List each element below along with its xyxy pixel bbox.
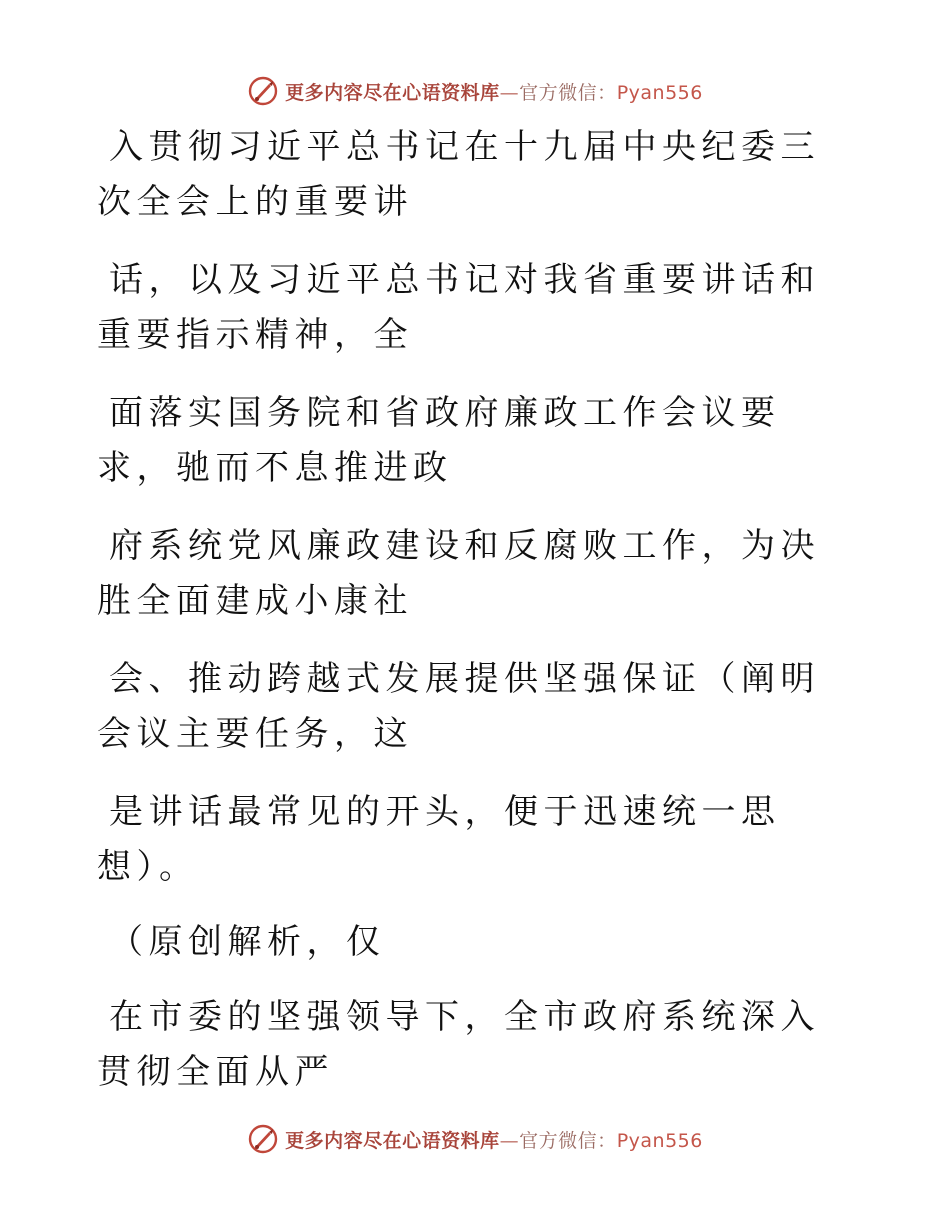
paragraph: 府系统党风廉政建设和反腐败工作，为决胜全面建成小康社 <box>97 526 820 621</box>
paragraph: 会、推动跨越式发展提供坚强保证（阐明会议主要任务，这 <box>97 659 820 754</box>
footer-watermark <box>0 1119 950 1159</box>
watermark-label: 官方微信： <box>519 1129 617 1152</box>
header-watermark <box>0 71 950 111</box>
watermark-text <box>285 1126 703 1153</box>
watermark-separator: — <box>499 81 520 104</box>
watermark-prefix: 更多内容尽在心语资料库 <box>285 1129 500 1152</box>
document-body <box>97 120 837 1123</box>
paragraph: （原创解析，仅 <box>109 922 386 962</box>
paragraph: 面落实国务院和省政府廉政工作会议要求，驰而不息推进政 <box>97 393 781 488</box>
paragraph: 话，以及习近平总书记对我省重要讲话和重要指示精神，全 <box>97 260 820 355</box>
watermark-handle: Pyan556 <box>616 81 703 104</box>
watermark-handle: Pyan556 <box>616 1129 703 1152</box>
watermark-separator: — <box>499 1129 520 1152</box>
paragraph: 是讲话最常见的开头，便于迅速统一思想）。 <box>97 792 781 887</box>
watermark-label: 官方微信： <box>519 81 617 104</box>
watermark-text <box>285 78 703 105</box>
quill-pen-logo-icon <box>247 75 279 107</box>
quill-pen-logo-icon <box>247 1123 279 1155</box>
paragraph: 在市委的坚强领导下，全市政府系统深入贯彻全面从严 <box>97 997 820 1092</box>
paragraph: 入贯彻习近平总书记在十九届中央纪委三次全会上的重要讲 <box>97 127 820 222</box>
watermark-prefix: 更多内容尽在心语资料库 <box>285 81 500 104</box>
